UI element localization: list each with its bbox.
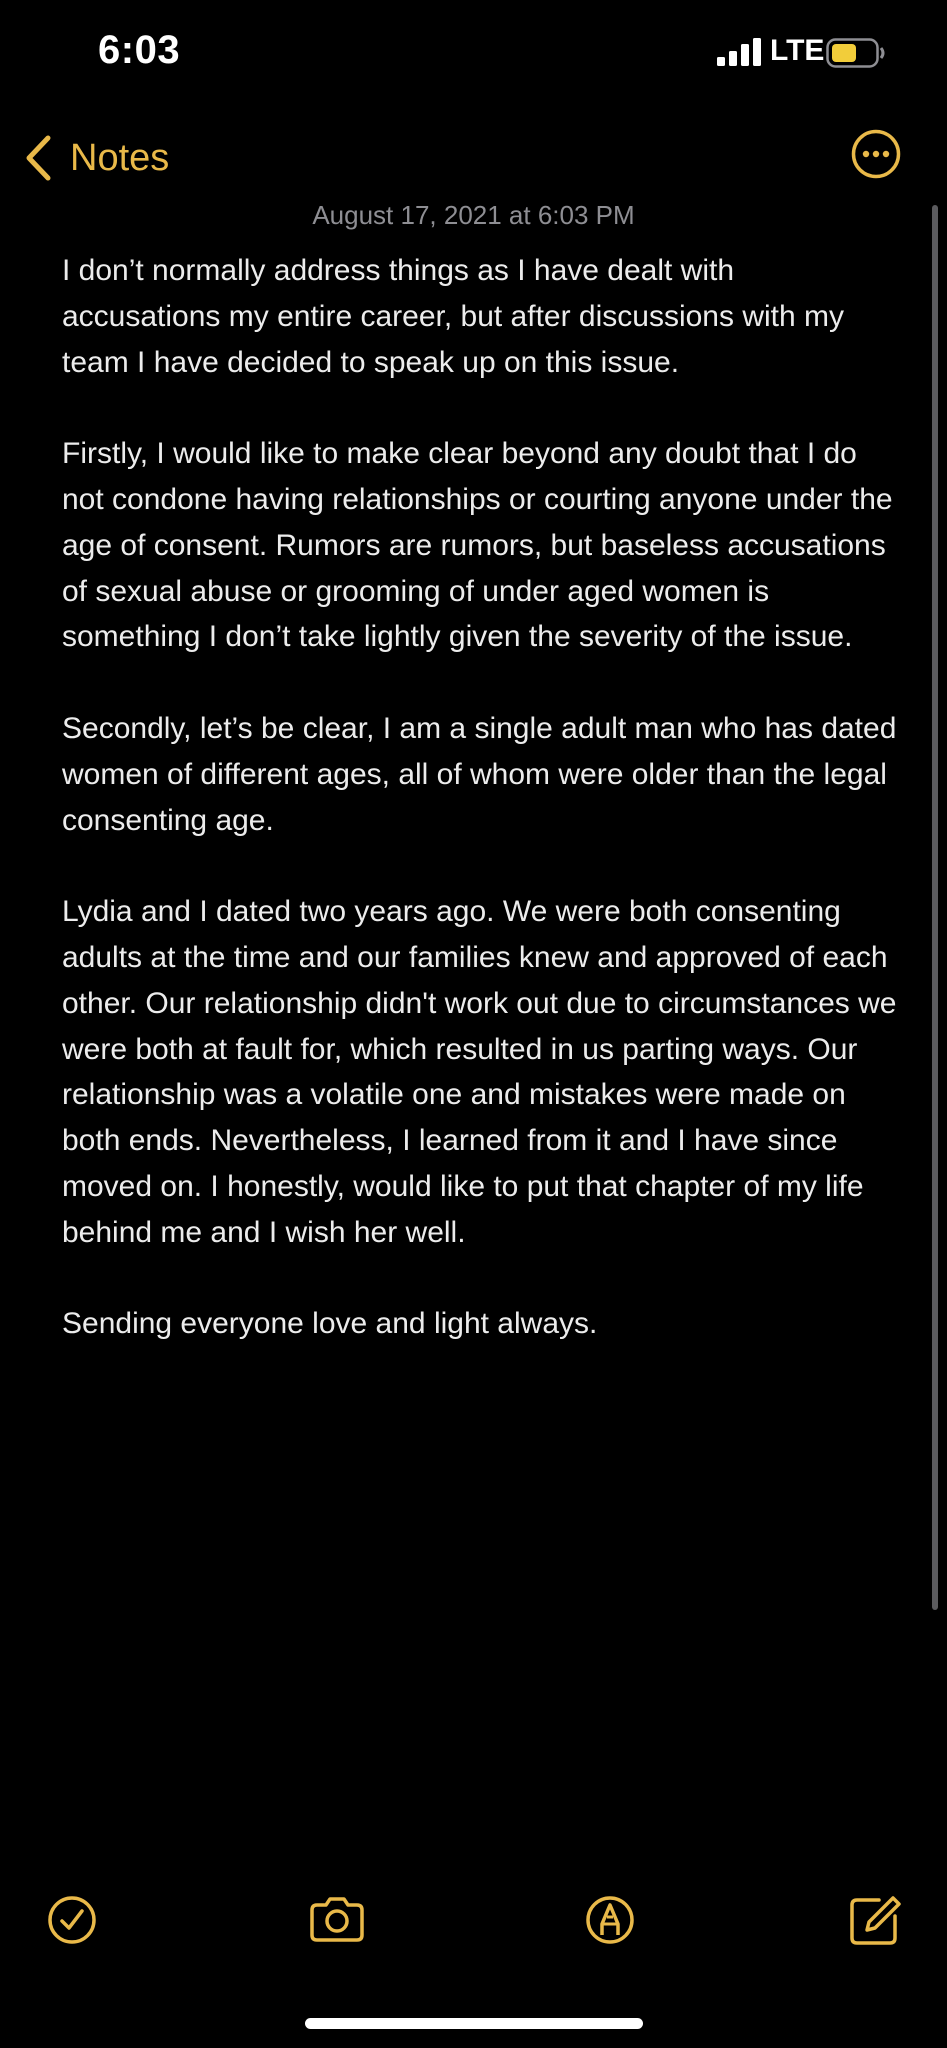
status-time: 6:03 [98, 28, 181, 72]
home-indicator[interactable] [305, 2018, 643, 2029]
note-body[interactable] [62, 248, 898, 1393]
back-label: Notes [70, 136, 170, 179]
bottom-toolbar [0, 1890, 947, 1960]
chevron-left-icon [24, 134, 52, 182]
nav-bar [0, 110, 947, 200]
back-button[interactable] [24, 128, 169, 188]
note-paragraph-1: I don’t normally address things as I have dealt with accusations my entire career, but after discussions with my team I have decided to speak up on this issue. [62, 254, 844, 379]
note-paragraph-3: Secondly, let’s be clear, I am a single adult man who has dated women of different ages, all of whom were older than the legal consenting age. [62, 711, 897, 837]
note-paragraph-4: Lydia and I dated two years ago. We were both consenting adults at the time and our families knew and approved of each other. Our relationship didn't work out due to circumstances we were both at fault for, which resulted in us parting ways. Our relationship was a volatile one and mistakes were made on both ends. Nevertheless, I learned from it and I have since moved on. I honestly, would like to put that chapter of my life behind me and I wish her well. [62, 895, 897, 1249]
ellipsis-circle-icon[interactable] [850, 128, 902, 180]
cellular-signal-icon [717, 38, 763, 66]
battery-icon [826, 38, 886, 68]
note-paragraph-2: Firstly, I would like to make clear beyond any doubt that I do not condone having relationships or courting anyone under the age of consent. Rumors are rumors, but baseless accusations of sexual abuse or grooming of under aged women is something I don’t take lightly given the severity of the issue. [62, 437, 893, 654]
camera-icon[interactable] [307, 1890, 367, 1950]
checklist-icon[interactable] [42, 1890, 102, 1950]
note-paragraph-5: Sending everyone love and light always. [62, 1307, 598, 1341]
network-type: LTE [770, 34, 825, 67]
compose-icon[interactable] [845, 1890, 905, 1950]
status-bar [0, 0, 947, 110]
scrollbar[interactable] [932, 205, 938, 1610]
note-date: August 17, 2021 at 6:03 PM [312, 200, 635, 230]
markup-icon[interactable] [580, 1890, 640, 1950]
